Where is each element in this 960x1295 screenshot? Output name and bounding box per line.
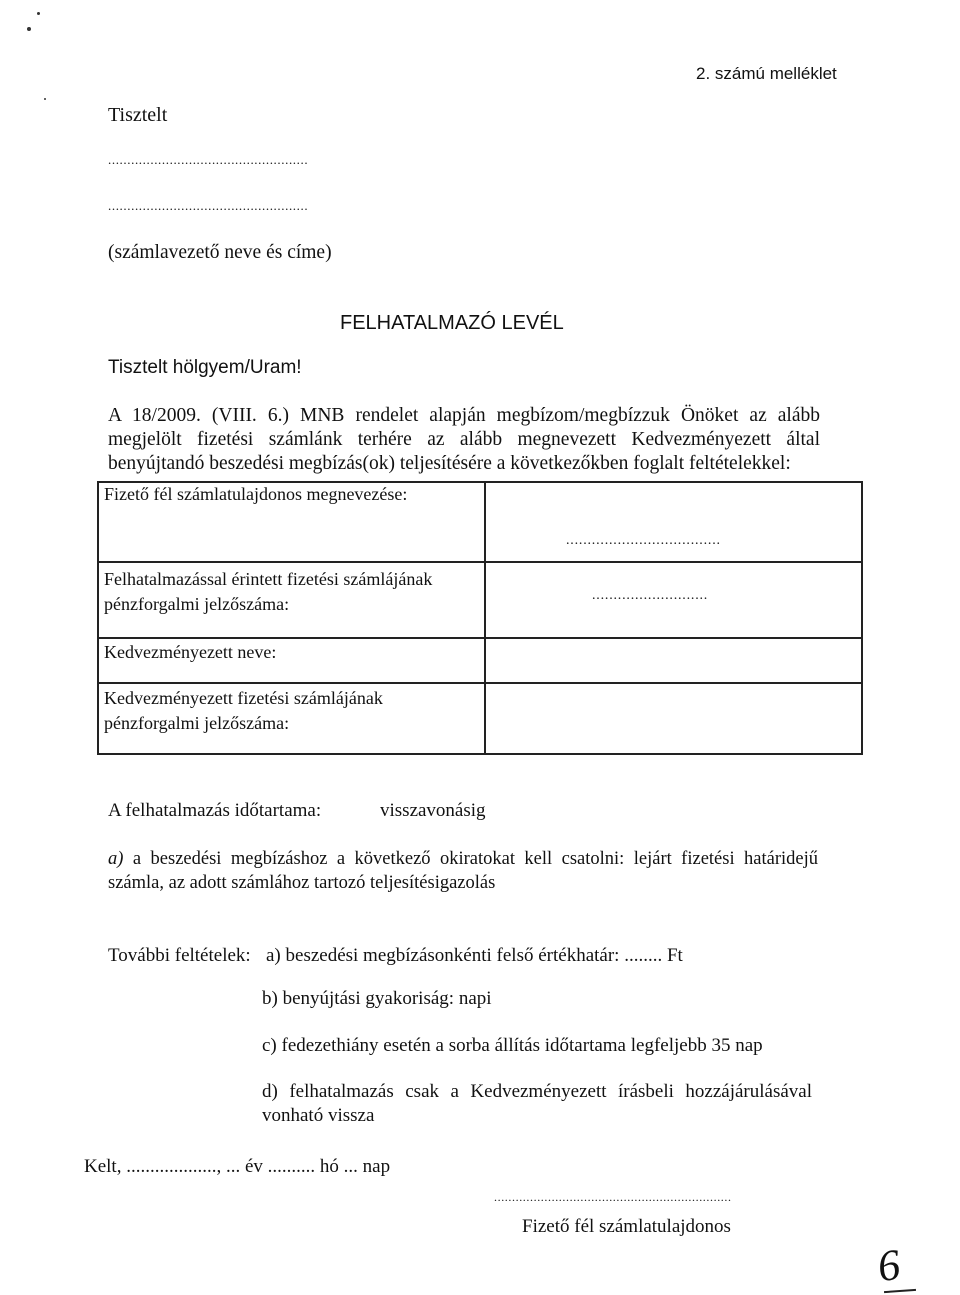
condition-d	[262, 1080, 812, 1128]
document-title: FELHATALMAZÓ LEVÉL	[340, 312, 564, 334]
signature-line: ..................................................................	[494, 1190, 732, 1204]
intro-line: A 18/2009. (VIII. 6.) MNB rendelet alapján megbízom/megbízzuk Önöket az alább	[108, 405, 820, 426]
greeting: Tisztelt hölgyem/Uram!	[108, 357, 302, 378]
duration-value: visszavonásig	[380, 800, 486, 821]
intro-line: megjelölt fizetési számlánk terhére az alább megnevezett Kedvezményezett által	[108, 429, 820, 450]
clause-marker: a)	[108, 849, 124, 869]
condition-b: b) benyújtási gyakoriság: napi	[262, 988, 492, 1009]
clause-a-text: a beszedési megbízáshoz a következő okiratokat kell csatolni: lejárt fizetési határidejű	[132, 849, 819, 869]
address-line-1: ....................................................	[108, 152, 309, 167]
address-caption: (számlavezető neve és címe)	[108, 242, 332, 263]
address-line-2: ....................................................	[108, 198, 309, 213]
condition-c: c) fedezethiány esetén a sorba állítás időtartama legfeljebb 35 nap	[262, 1035, 763, 1056]
scan-speck	[27, 27, 31, 31]
signature-caption: Fizető fél számlatulajdonos	[522, 1216, 731, 1237]
table-cell-label: Fizető fél számlatulajdonos megnevezése:	[104, 484, 408, 504]
annex-label: 2. számú melléklet	[696, 64, 837, 83]
table-cell-value: ...........................	[592, 588, 709, 603]
handwritten-page-number: 6	[874, 1239, 904, 1292]
further-conditions-label: További feltételek:	[108, 945, 251, 966]
condition-d-line: vonható vissza	[262, 1105, 375, 1126]
scan-speck	[44, 98, 46, 100]
intro-paragraph	[108, 404, 820, 476]
salutation: Tisztelt	[108, 104, 168, 126]
table-divider	[484, 481, 486, 755]
table-cell-label: Kedvezményezett neve:	[104, 642, 277, 662]
table-cell-value: ....................................	[566, 533, 721, 548]
table-rule	[97, 561, 863, 563]
condition-d-line: d) felhatalmazás csak a Kedvezményezett írásbeli hozzájárulásával	[262, 1081, 812, 1102]
clause-a-line: számla, az adott számlához tartozó teljesítésigazolás	[108, 873, 496, 893]
table-cell-label: Kedvezményezett fizetési számlájának pénzforgalmi jelzőszáma:	[104, 688, 383, 733]
intro-line: benyújtandó beszedési megbízás(ok) teljesítésére a következőkben foglalt feltételekkel:	[108, 453, 791, 474]
clause-a	[108, 847, 818, 895]
condition-a: a) beszedési megbízásonkénti felső értékhatár: ........ Ft	[266, 945, 683, 966]
table-rule	[97, 682, 863, 684]
duration-label: A felhatalmazás időtartama:	[108, 800, 322, 821]
clause-a-line	[108, 847, 818, 871]
kelt-date-line: Kelt, ..................., ... év .......... hó ... nap	[84, 1156, 391, 1177]
table-rule	[97, 637, 863, 639]
table-cell-label: Felhatalmazással érintett fizetési számlájának pénzforgalmi jelzőszáma:	[104, 569, 433, 614]
scan-speck	[37, 12, 40, 15]
